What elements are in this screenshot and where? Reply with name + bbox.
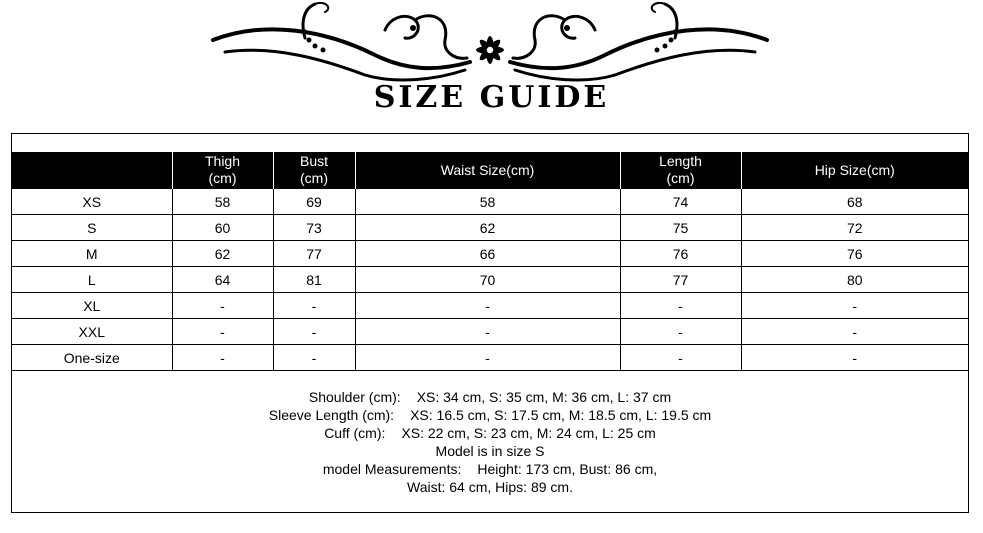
table-cell: - bbox=[741, 319, 968, 345]
size-table bbox=[12, 152, 968, 371]
table-cell: 74 bbox=[620, 189, 741, 215]
table-cell: 75 bbox=[620, 215, 741, 241]
note-value: XS: 34 cm, S: 35 cm, M: 36 cm, L: 37 cm bbox=[416, 389, 672, 405]
size-label-cell: XL bbox=[12, 293, 172, 319]
column-header-unit: (cm) bbox=[300, 170, 328, 186]
table-header-row bbox=[12, 152, 968, 189]
note-label: Model is in size S bbox=[435, 443, 545, 459]
table-cell: 58 bbox=[172, 189, 273, 215]
column-header-label: Hip Size(cm) bbox=[814, 161, 895, 178]
size-label-cell: XXL bbox=[12, 319, 172, 345]
table-cell: 80 bbox=[741, 267, 968, 293]
table-cell: 62 bbox=[355, 215, 620, 241]
table-cell: - bbox=[172, 319, 273, 345]
column-header-label: Length bbox=[659, 153, 702, 169]
table-cell: 66 bbox=[355, 241, 620, 267]
table-cell: 70 bbox=[355, 267, 620, 293]
flourish-ornament-icon bbox=[205, 0, 775, 88]
note-line bbox=[12, 388, 968, 406]
column-header-label: Bust bbox=[299, 153, 328, 169]
table-cell: - bbox=[172, 293, 273, 319]
table-cell: - bbox=[355, 319, 620, 345]
note-line bbox=[12, 406, 968, 424]
column-header bbox=[620, 152, 741, 189]
table-cell: - bbox=[620, 293, 741, 319]
column-header-unit: (cm) bbox=[208, 170, 237, 186]
note-line bbox=[12, 424, 968, 442]
table-row bbox=[12, 215, 968, 241]
size-label-cell: XS bbox=[12, 189, 172, 215]
size-label-cell: One-size bbox=[12, 345, 172, 371]
table-cell: 64 bbox=[172, 267, 273, 293]
table-row bbox=[12, 293, 968, 319]
table-cell: 81 bbox=[273, 267, 355, 293]
table-cell: - bbox=[620, 345, 741, 371]
note-value: XS: 22 cm, S: 23 cm, M: 24 cm, L: 25 cm bbox=[401, 425, 656, 441]
table-body bbox=[12, 189, 968, 371]
note-value: Height: 173 cm, Bust: 86 cm, bbox=[477, 461, 658, 477]
table-cell: - bbox=[273, 293, 355, 319]
table-row bbox=[12, 319, 968, 345]
note-label: Sleeve Length (cm): bbox=[268, 407, 395, 423]
column-header-unit: (cm) bbox=[666, 170, 695, 186]
table-cell: - bbox=[741, 293, 968, 319]
table-cell: 69 bbox=[273, 189, 355, 215]
size-label-cell: M bbox=[12, 241, 172, 267]
page-title: SIZE GUIDE bbox=[373, 80, 610, 115]
column-header bbox=[355, 152, 620, 189]
size-label-cell: L bbox=[12, 267, 172, 293]
table-cell: 77 bbox=[620, 267, 741, 293]
note-value: XS: 16.5 cm, S: 17.5 cm, M: 18.5 cm, L: 19.5 cm bbox=[410, 407, 712, 423]
note-line bbox=[12, 478, 968, 496]
table-cell: - bbox=[620, 319, 741, 345]
note-label: Shoulder (cm): bbox=[308, 389, 401, 405]
note-label: Waist: 64 cm, Hips: 89 cm. bbox=[407, 479, 573, 495]
size-label-cell: S bbox=[12, 215, 172, 241]
table-cell: 77 bbox=[273, 241, 355, 267]
column-header-label: Thigh bbox=[204, 153, 241, 169]
note-line bbox=[12, 460, 968, 478]
table-cell: 60 bbox=[172, 215, 273, 241]
table-cell: - bbox=[273, 345, 355, 371]
note-label: model Measurements: bbox=[322, 461, 462, 477]
table-cell: - bbox=[355, 293, 620, 319]
table-row bbox=[12, 189, 968, 215]
note-label: Cuff (cm): bbox=[324, 425, 386, 441]
measurement-notes bbox=[12, 388, 968, 496]
table-row bbox=[12, 345, 968, 371]
table-cell: 73 bbox=[273, 215, 355, 241]
column-header bbox=[172, 152, 273, 189]
table-cell: 76 bbox=[620, 241, 741, 267]
table-cell: 62 bbox=[172, 241, 273, 267]
table-cell: 58 bbox=[355, 189, 620, 215]
table-cell: 68 bbox=[741, 189, 968, 215]
table-cell: 76 bbox=[741, 241, 968, 267]
column-header bbox=[273, 152, 355, 189]
table-cell: - bbox=[273, 319, 355, 345]
table-cell: - bbox=[355, 345, 620, 371]
note-line bbox=[12, 442, 968, 460]
header bbox=[0, 0, 983, 120]
table-cell: - bbox=[741, 345, 968, 371]
table-cell: 72 bbox=[741, 215, 968, 241]
size-chart-frame bbox=[11, 133, 969, 513]
column-header bbox=[741, 152, 968, 189]
table-cell: - bbox=[172, 345, 273, 371]
column-header bbox=[12, 152, 172, 189]
column-header-label: Waist Size(cm) bbox=[440, 161, 535, 178]
table-row bbox=[12, 241, 968, 267]
table-row bbox=[12, 267, 968, 293]
